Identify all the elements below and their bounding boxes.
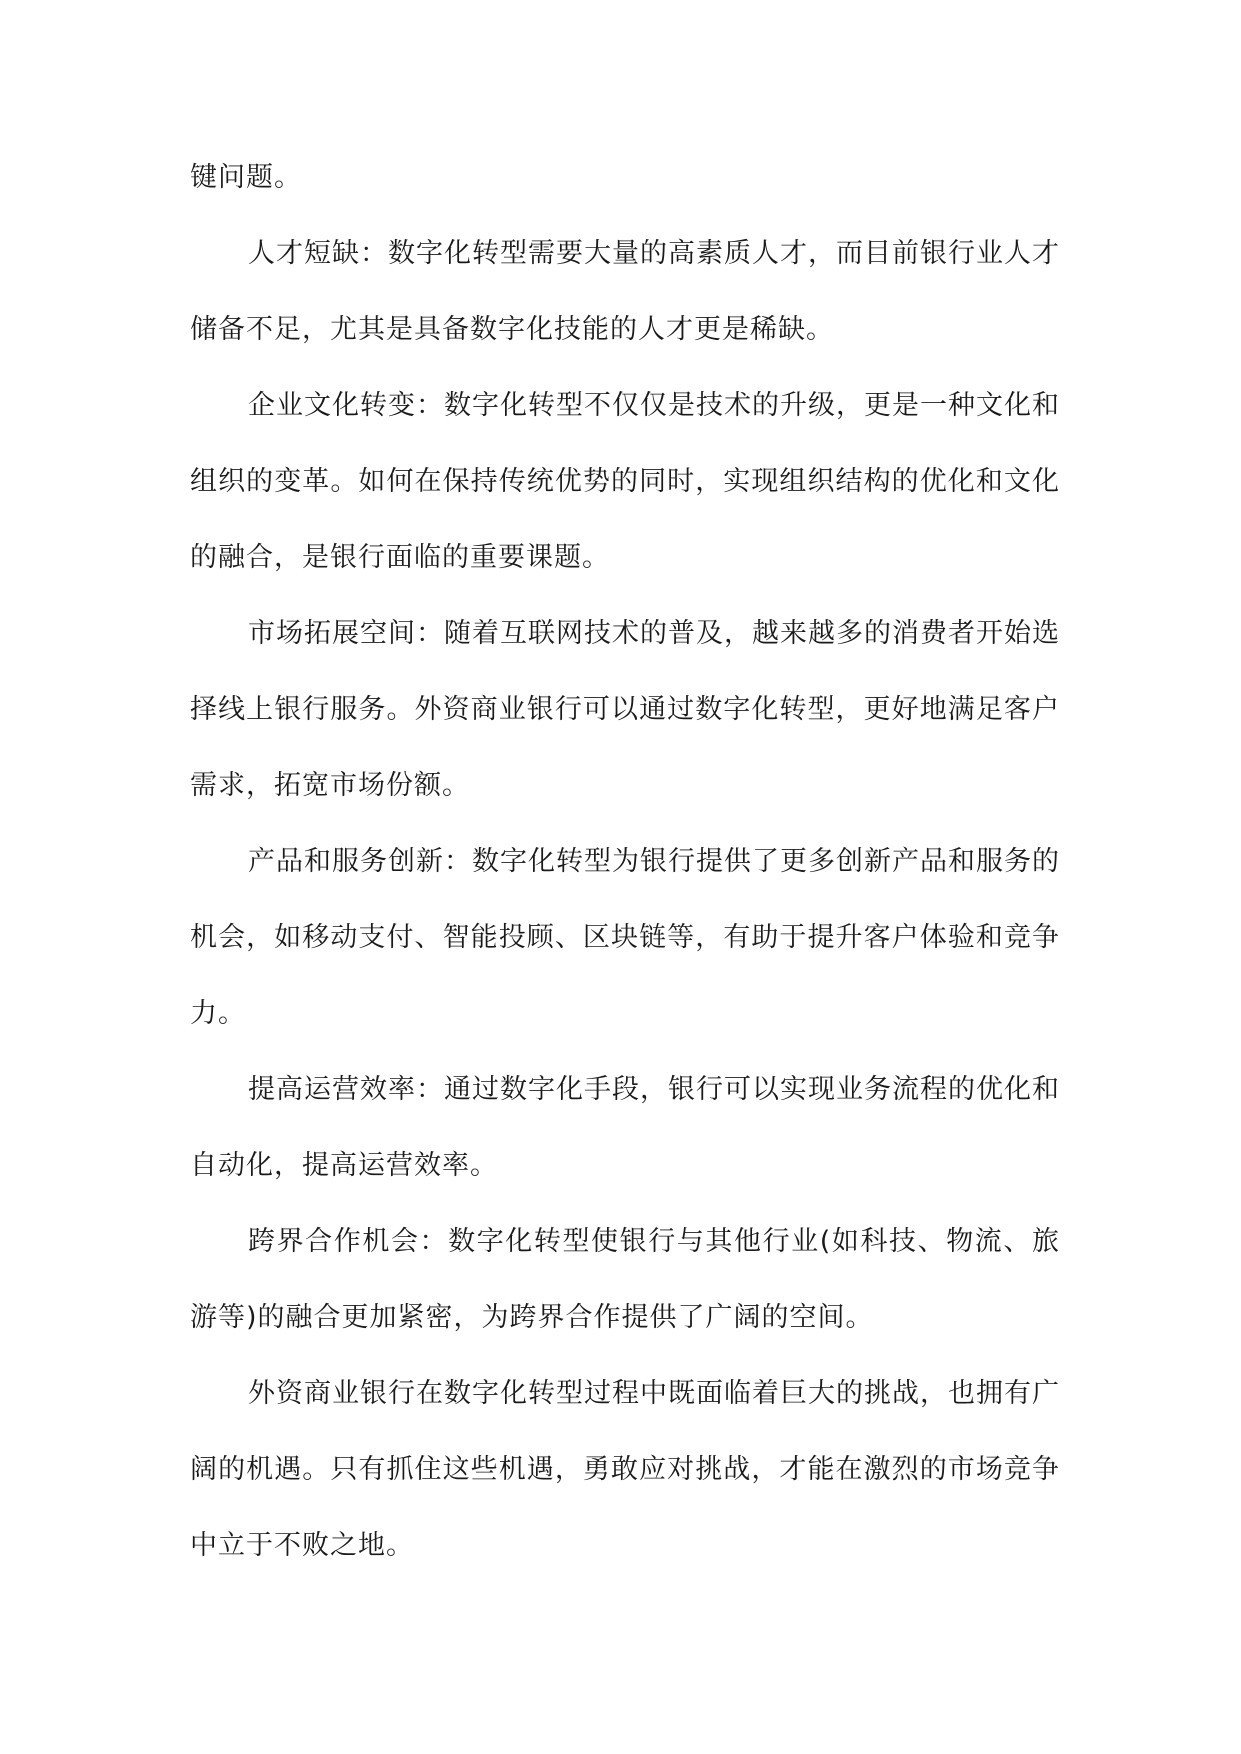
- paragraph-market-expansion: 市场拓展空间：随着互联网技术的普及，越来越多的消费者开始选择线上银行服务。外资商业银行可以通过数字化转型，更好地满足客户需求，拓宽市场份额。: [190, 618, 1060, 801]
- paragraph-product-innovation: 产品和服务创新：数字化转型为银行提供了更多创新产品和服务的机会，如移动支付、智能投顾、区块链等，有助于提升客户体验和竞争力。: [190, 846, 1060, 1029]
- paragraph-operational-efficiency: 提高运营效率：通过数字化手段，银行可以实现业务流程的优化和自动化，提高运营效率。: [190, 1074, 1060, 1181]
- paragraph-cross-industry: 跨界合作机会：数字化转型使银行与其他行业(如科技、物流、旅游等)的融合更加紧密，为跨界合作提供了广阔的空间。: [190, 1226, 1060, 1333]
- paragraph-continuation: 键问题。: [190, 162, 302, 193]
- paragraph-talent-shortage: 人才短缺：数字化转型需要大量的高素质人才，而目前银行业人才储备不足，尤其是具备数字化技能的人才更是稀缺。: [190, 238, 1060, 345]
- paragraph-culture-change: 企业文化转变：数字化转型不仅仅是技术的升级，更是一种文化和组织的变革。如何在保持传统优势的同时，实现组织结构的优化和文化的融合，是银行面临的重要课题。: [190, 390, 1060, 573]
- paragraph-conclusion: 外资商业银行在数字化转型过程中既面临着巨大的挑战，也拥有广阔的机遇。只有抓住这些机遇，勇敢应对挑战，才能在激烈的市场竞争中立于不败之地。: [190, 1378, 1060, 1561]
- document-body: [190, 140, 1060, 1584]
